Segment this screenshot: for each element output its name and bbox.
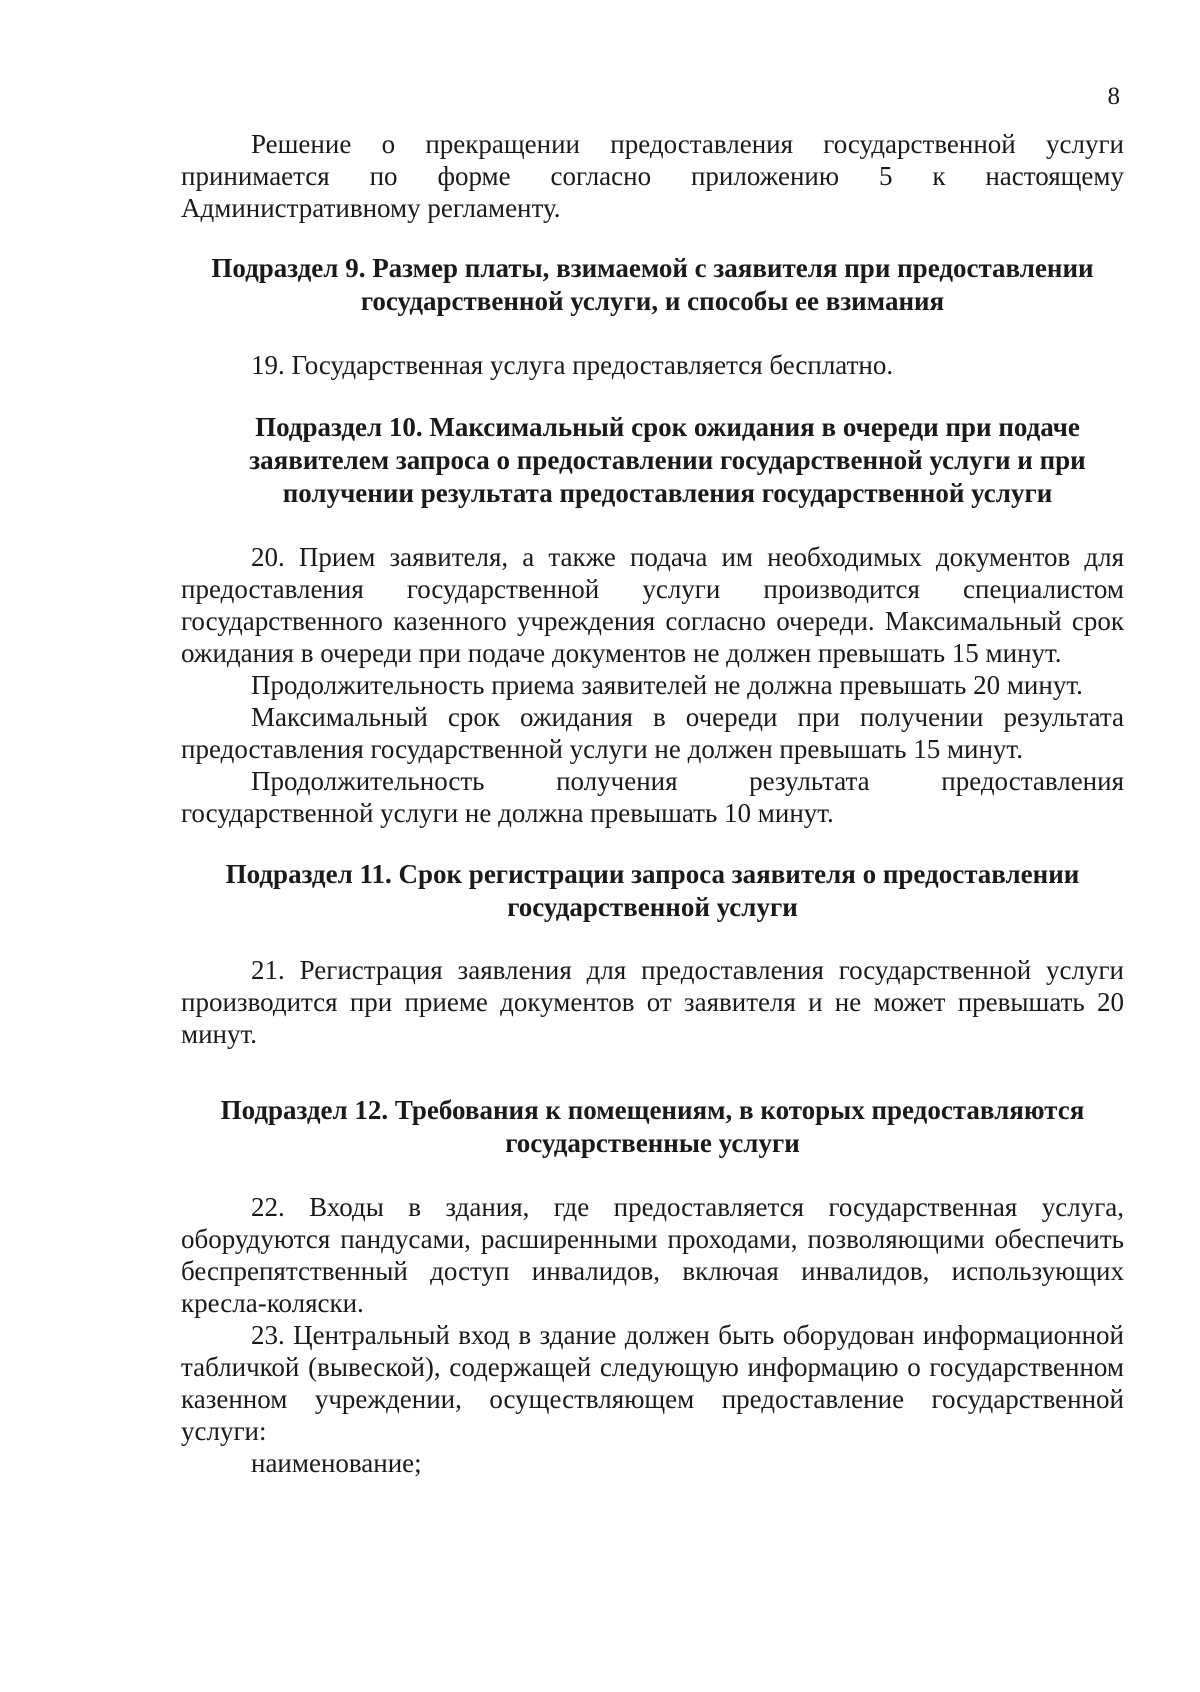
heading-line: Подраздел 12. Требования к помещениям, в которых предоставляются bbox=[220, 1095, 1085, 1125]
heading-line: заявителем запроса о предоставлении государственной услуги и при bbox=[249, 445, 1086, 475]
paragraph-20: 20. Прием заявителя, а также подача им необходимых документов для предоставления государственной услуги производится специалистом государственного казенного учреждения согласно очереди. Максимальный срок ожидания в очереди при подаче документов не должен превышать 15 минут. bbox=[181, 542, 1124, 668]
paragraph-19: 19. Государственная услуга предоставляется бесплатно. bbox=[251, 350, 894, 380]
heading-subsection-11 bbox=[181, 858, 1124, 924]
heading-line: государственной услуги bbox=[507, 892, 798, 922]
page-number: 8 bbox=[1107, 83, 1120, 110]
heading-subsection-9 bbox=[181, 252, 1124, 318]
paragraph-23-item-name: наименование; bbox=[251, 1448, 422, 1478]
heading-line: Подраздел 9. Размер платы, взимаемой с заявителя при предоставлении bbox=[211, 253, 1094, 283]
heading-line: Подраздел 11. Срок регистрации запроса заявителя о предоставлении bbox=[225, 859, 1080, 889]
paragraph-20-reception-duration: Продолжительность приема заявителей не должна превышать 20 минут. bbox=[251, 670, 1083, 700]
heading-line: получении результата предоставления государственной услуги bbox=[282, 478, 1053, 508]
paragraph-termination-decision: Решение о прекращении предоставления государственной услуги принимается по форме согласно приложению 5 к настоящему Административному регламенту. bbox=[181, 129, 1124, 223]
paragraph-20-result-wait: Максимальный срок ожидания в очереди при получении результата предоставления государственной услуги не должен превышать 15 минут. bbox=[181, 702, 1124, 764]
heading-line: государственные услуги bbox=[505, 1128, 800, 1158]
paragraph-20-result-duration: Продолжительность получения результата предоставления государственной услуги не должна превышать 10 минут. bbox=[181, 766, 1124, 828]
paragraph-21: 21. Регистрация заявления для предоставления государственной услуги производится при приеме документов от заявителя и не может превышать 20 минут. bbox=[181, 955, 1124, 1049]
heading-line: Подраздел 10. Максимальный срок ожидания в очереди при подаче bbox=[255, 412, 1080, 442]
document-body bbox=[181, 128, 1124, 1479]
paragraph-22: 22. Входы в здания, где предоставляется государственная услуга, оборудуются пандусами, расширенными проходами, позволяющими обеспечить беспрепятственный доступ инвалидов, включая инвалидов, использующих кресла-коляски. bbox=[181, 1192, 1124, 1318]
paragraph-23: 23. Центральный вход в здание должен быть оборудован информационной табличкой (вывеской), содержащей следующую информацию о государственном казенном учреждении, осуществляющем предоставление государственной услуги: bbox=[181, 1320, 1124, 1446]
heading-subsection-10 bbox=[181, 411, 1124, 510]
heading-subsection-12 bbox=[181, 1094, 1124, 1160]
heading-line: государственной услуги, и способы ее взимания bbox=[360, 286, 945, 316]
